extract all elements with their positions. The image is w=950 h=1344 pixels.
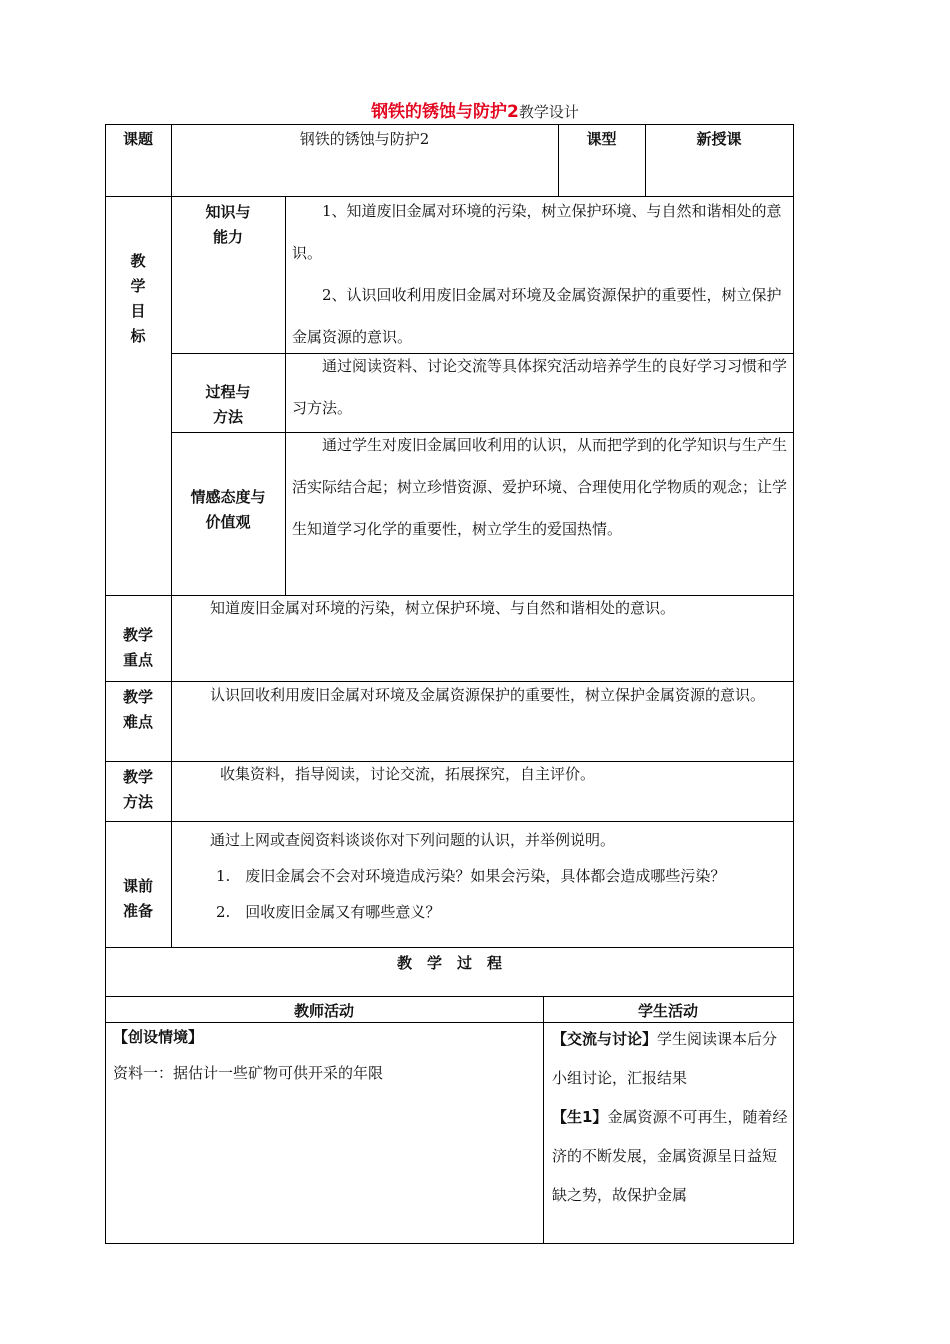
teacher-text: 资料一：据估计一些矿物可供开采的年限	[113, 1064, 384, 1082]
key-points-label-line1: 教学	[122, 626, 153, 644]
goals-label-char: 教	[130, 252, 146, 270]
key-points-label-line2: 重点	[122, 651, 153, 669]
teacher-activity-header: 教师活动	[293, 1002, 354, 1020]
teacher-tag: 【创设情境】	[113, 1028, 204, 1046]
topic-value: 钢铁的锈蚀与防护2	[299, 130, 430, 148]
student-block-2	[552, 1098, 788, 1215]
preparation-content	[180, 822, 788, 930]
goals-label	[128, 249, 148, 349]
methods-content: 收集资料，指导阅读，讨论交流，拓展探究，自主评价。	[220, 765, 596, 783]
methods-label-line1: 教学	[122, 768, 153, 786]
student-block-1	[552, 1020, 788, 1098]
page-title	[0, 100, 950, 124]
process-label	[171, 380, 285, 430]
difficulties-label-line2: 难点	[122, 713, 153, 731]
preparation-label-line1: 课前	[122, 877, 153, 895]
student-text-1: 学生阅读课本后分小组讨论，汇报结果	[552, 1030, 778, 1087]
methods-label-line2: 方法	[122, 793, 153, 811]
preparation-question-1: 1. 废旧金属会不会对环境造成污染？如果会污染，具体都会造成哪些污染？	[216, 867, 726, 885]
goals-label-char: 学	[130, 277, 146, 295]
knowledge-label-line2: 能力	[212, 228, 243, 246]
knowledge-item-2: 2、认识回收利用废旧金属对环境及金属资源保护的重要性，树立保护金属资源的意识。	[292, 286, 782, 346]
preparation-question-2: 2. 回收废旧金属又有哪些意义？	[216, 903, 441, 921]
process-section-title: 教 学 过 程	[396, 954, 502, 972]
emotion-label-line2: 价值观	[205, 513, 251, 531]
student-activity-header: 学生活动	[637, 1002, 698, 1020]
process-content: 通过阅读资料、讨论交流等具体探究活动培养学生的良好学习习惯和学习方法。	[292, 357, 788, 417]
goals-label-char: 标	[130, 327, 146, 345]
emotion-label-line1: 情感态度与	[190, 488, 266, 506]
goals-label-char: 目	[130, 302, 146, 320]
knowledge-item-1: 1、知道废旧金属对环境的污染，树立保护环境、与自然和谐相处的意识。	[292, 202, 782, 262]
student-tag-1: 【交流与讨论】	[552, 1030, 658, 1048]
type-label: 课型	[586, 130, 617, 148]
difficulties-label	[105, 685, 171, 735]
knowledge-content	[292, 190, 788, 358]
key-points-content: 知道废旧金属对环境的污染，树立保护环境、与自然和谐相处的意识。	[210, 599, 676, 617]
preparation-label-line2: 准备	[122, 902, 153, 920]
difficulties-label-line1: 教学	[122, 688, 153, 706]
type-value: 新授课	[696, 130, 742, 148]
key-points-label	[105, 623, 171, 673]
title-main: 钢铁的锈蚀与防护2	[371, 102, 519, 122]
preparation-intro: 通过上网或查阅资料谈谈你对下列问题的认识，并举例说明。	[210, 831, 616, 849]
methods-label	[105, 765, 171, 815]
student-activity-content	[552, 1020, 788, 1215]
process-label-line2: 方法	[212, 408, 243, 426]
knowledge-label-line1: 知识与	[205, 203, 251, 221]
difficulties-content: 认识回收利用废旧金属对环境及金属资源保护的重要性，树立保护金属资源的意识。	[210, 686, 766, 704]
emotion-label	[171, 485, 285, 535]
knowledge-label	[171, 200, 285, 250]
emotion-content: 通过学生对废旧金属回收利用的认识，从而把学到的化学知识与生产生活实际结合起；树立珍惜资源、爱护环境、合理使用化学物质的观念；让学生知道学习化学的重要性，树立学生的爱国热情。	[292, 436, 788, 538]
teacher-activity-content	[113, 1026, 538, 1084]
preparation-label	[105, 874, 171, 924]
topic-label: 课题	[122, 130, 153, 148]
student-text-2: 金属资源不可再生，随着经济的不断发展，金属资源呈日益短缺之势，故保护金属	[552, 1108, 788, 1204]
student-tag-2: 【生1】	[552, 1108, 608, 1126]
title-suffix: 教学设计	[518, 103, 579, 121]
process-label-line1: 过程与	[205, 383, 251, 401]
